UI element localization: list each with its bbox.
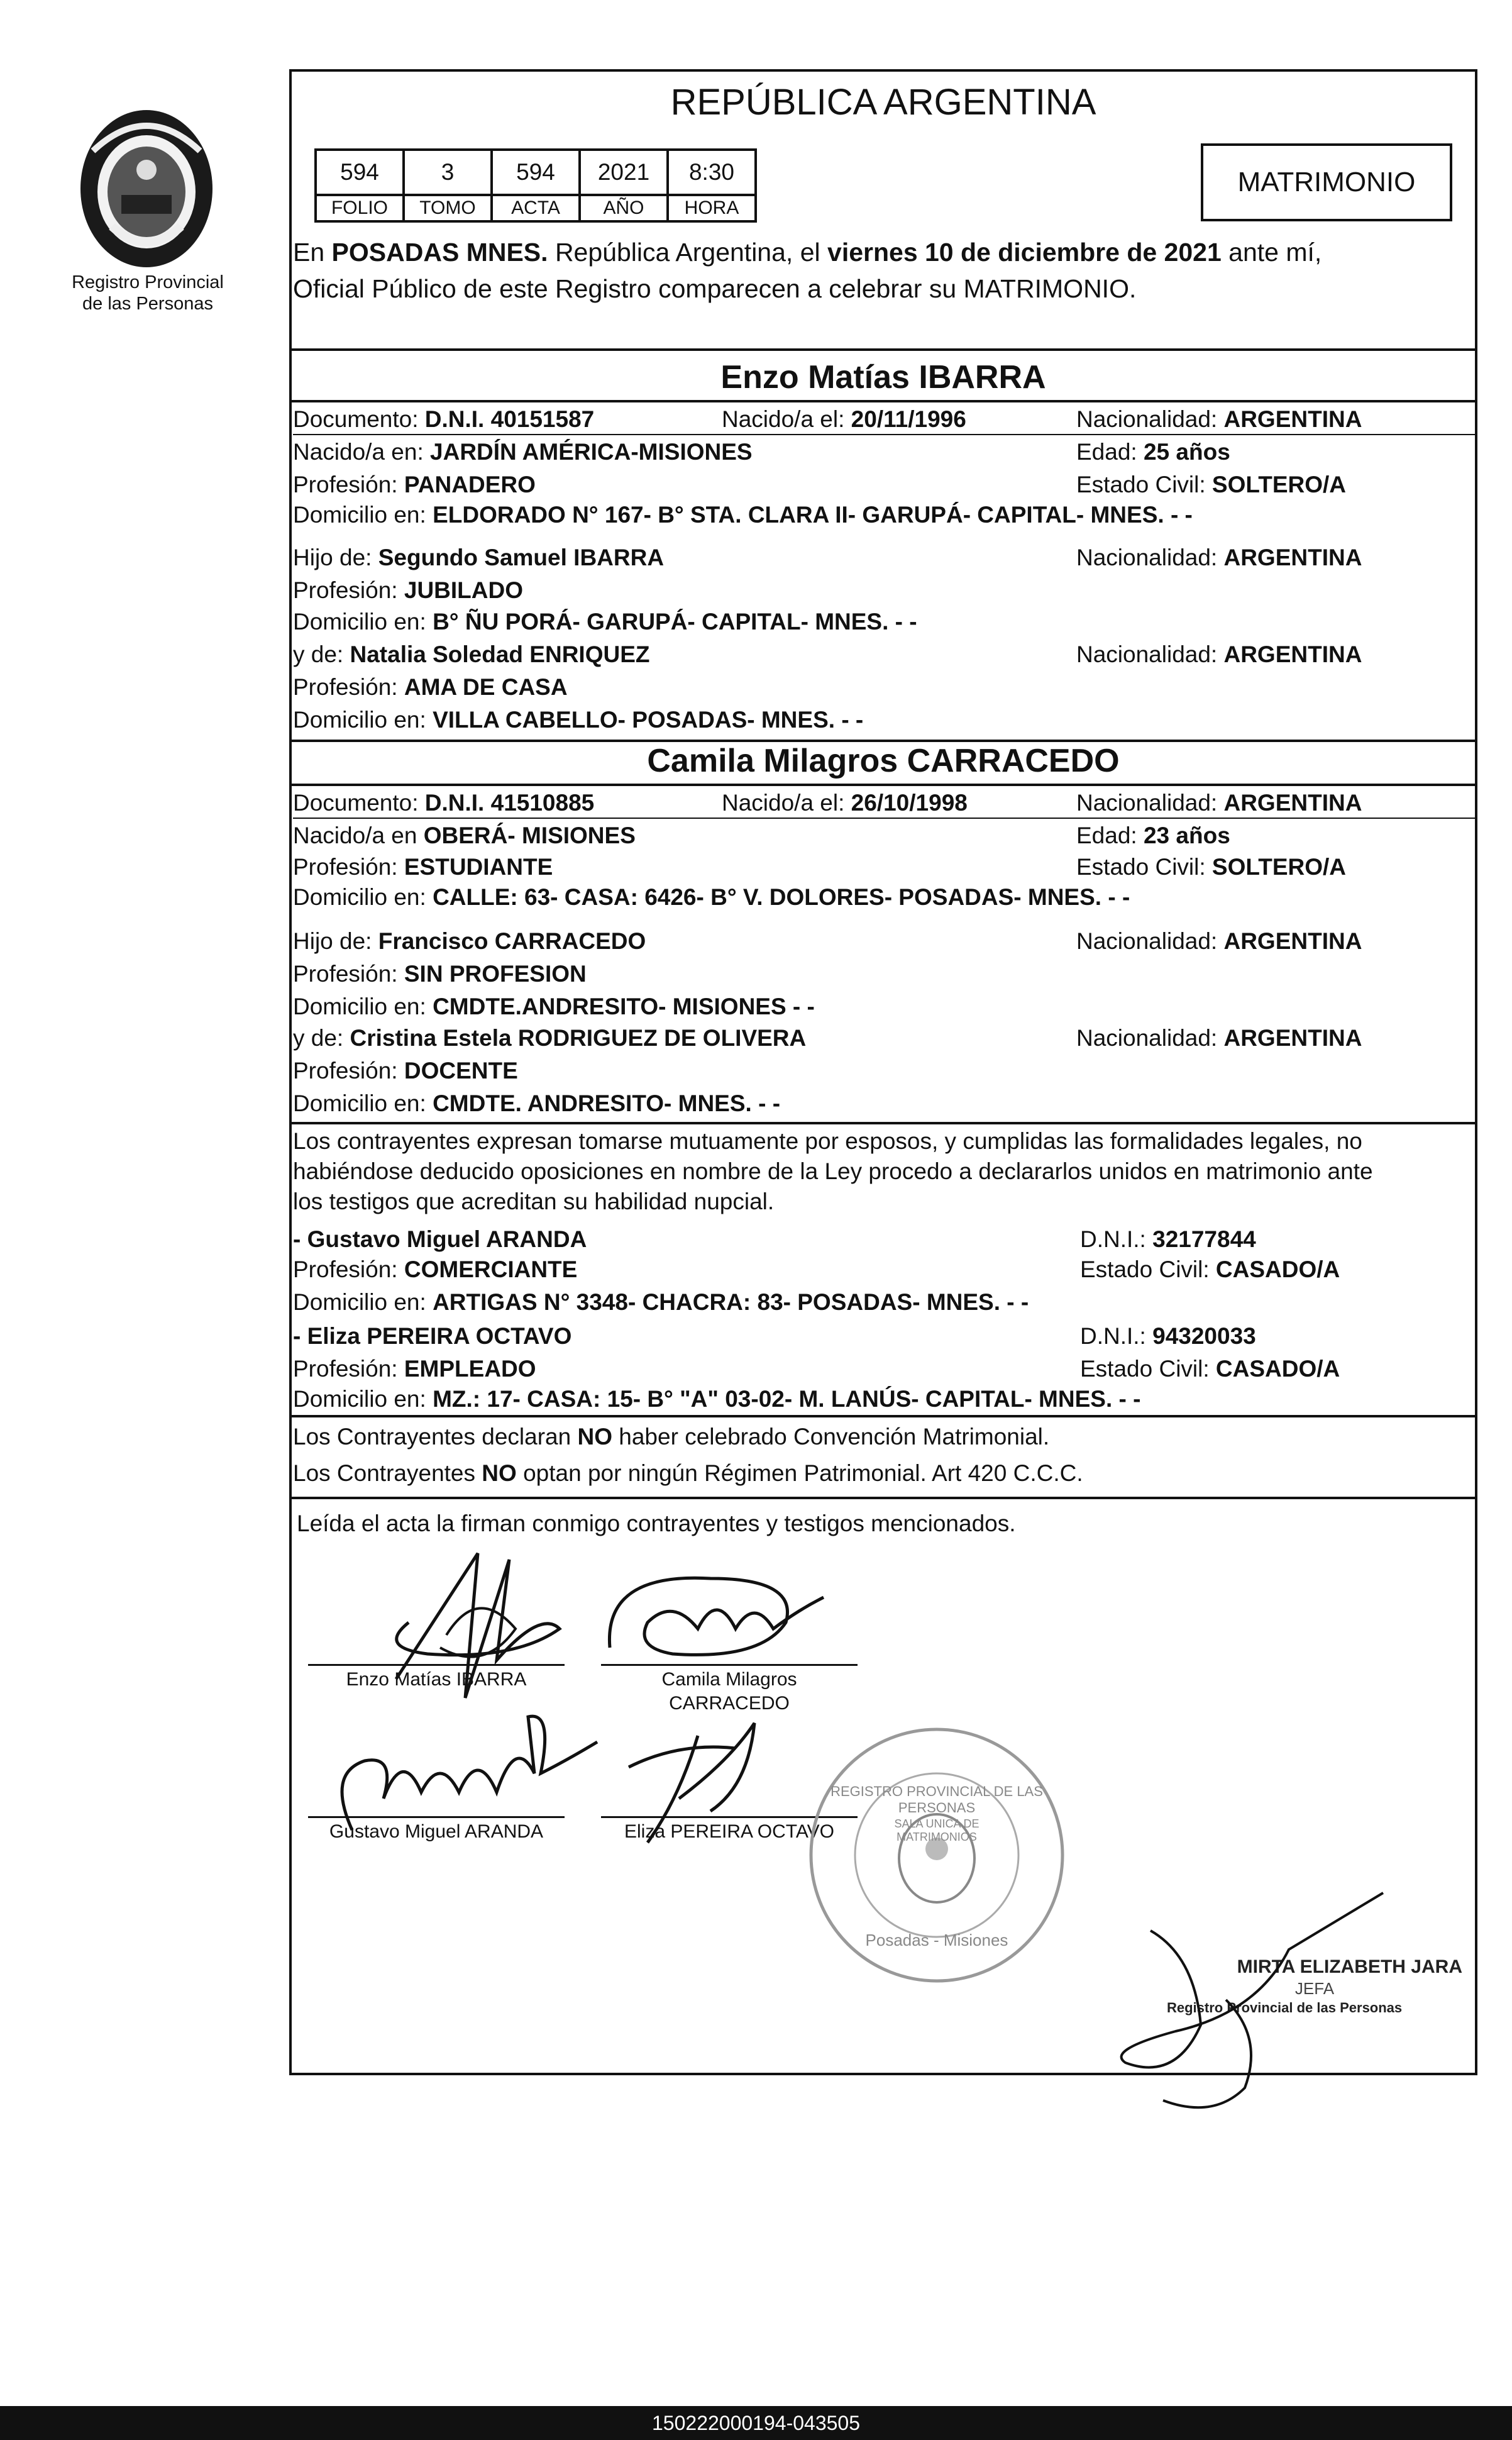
spouse1-mother-profession: Profesión: AMA DE CASA	[293, 674, 568, 700]
signature-caption-spouse1: Enzo Matías IBARRA	[346, 1669, 527, 1690]
handwritten-signature-3	[314, 1698, 604, 1843]
signature-caption-spouse2: Camila Milagros CARRACEDO	[661, 1669, 797, 1714]
spouse1-mother: y de: Natalia Soledad ENRIQUEZ	[293, 641, 650, 667]
spouse1-doc-line: Documento: D.N.I. 40151587	[293, 405, 1475, 435]
spouse2-mother-profession: Profesión: DOCENTE	[293, 1058, 518, 1084]
signature-caption-witness2: Eliza PEREIRA OCTAVO	[624, 1821, 834, 1842]
official-name: MIRTA ELIZABETH JARA	[1237, 1956, 1462, 1977]
spouse1-name: Enzo Matías IBARRA	[720, 359, 1046, 396]
acta-label: ACTA	[492, 195, 580, 221]
time-value: 8:30	[668, 150, 756, 195]
document-barcode-number: 150222000194-043505	[0, 2406, 1512, 2440]
witness2-civil-status: Estado Civil: CASADO/A	[1080, 1356, 1340, 1382]
spouse1-birthplace: Nacido/a en: JARDÍN AMÉRICA-MISIONES	[293, 439, 753, 465]
spouse2-name: Camila Milagros CARRACEDO	[647, 743, 1120, 779]
spouse2-birthplace: Nacido/a en OBERÁ- MISIONES	[293, 823, 636, 848]
intro-line-2: Oficial Público de este Registro comparecen a celebrar su MATRIMONIO.	[293, 274, 1137, 303]
witness1-dni: D.N.I.: 32177844	[1080, 1226, 1256, 1252]
spouse1-age: Edad: 25 años	[1076, 439, 1230, 465]
declaration-line-2: habiéndose deducido oposiciones en nombre de la Ley procedo a declararlos unidos en matrimonio ante	[293, 1158, 1373, 1184]
spouse1-nationality: Nacionalidad: ARGENTINA	[1076, 406, 1362, 432]
registry-seal	[805, 1723, 1069, 1987]
spouse2-mother-nationality: Nacionalidad: ARGENTINA	[1076, 1025, 1362, 1051]
divider	[289, 1122, 1477, 1124]
seal-inner-text: SALA UNICA DE MATRIMONIOS	[894, 1817, 979, 1843]
spouse2-address: Domicilio en: CALLE: 63- CASA: 6426- B° V. DOLORES- POSADAS- MNES. - -	[293, 884, 1130, 910]
divider	[289, 1415, 1477, 1417]
tomo-label: TOMO	[404, 195, 492, 221]
tomo-value: 3	[404, 150, 492, 195]
spouse2-father-profession: Profesión: SIN PROFESION	[293, 961, 587, 987]
spouse1-father-nationality: Nacionalidad: ARGENTINA	[1076, 545, 1362, 570]
divider	[289, 1497, 1477, 1499]
spouse1-address: Domicilio en: ELDORADO N° 167- B° STA. CLARA II- GARUPÁ- CAPITAL- MNES. - -	[293, 502, 1193, 528]
spouse1-father-address: Domicilio en: B° ÑU PORÁ- GARUPÁ- CAPITAL- MNES. - -	[293, 609, 917, 635]
spouse2-age: Edad: 23 años	[1076, 823, 1230, 848]
spouse2-mother: y de: Cristina Estela RODRIGUEZ DE OLIVERA	[293, 1025, 807, 1051]
reference-table	[314, 148, 757, 223]
page-title: REPÚBLICA ARGENTINA	[670, 82, 1096, 123]
handwritten-signature-4	[604, 1711, 792, 1849]
divider	[289, 784, 1477, 786]
spouse2-mother-address: Domicilio en: CMDTE. ANDRESITO- MNES. - -	[293, 1090, 781, 1116]
record-type-label: MATRIMONIO	[1237, 167, 1416, 197]
province-logo	[68, 101, 225, 277]
spouse2-father-address: Domicilio en: CMDTE.ANDRESITO- MISIONES - -	[293, 994, 815, 1019]
spouse1-civil-status: Estado Civil: SOLTERO/A	[1076, 472, 1347, 497]
spouse2-born: Nacido/a el: 26/10/1998	[722, 790, 968, 816]
declaration-line-1: Los contrayentes expresan tomarse mutuamente por esposos, y cumplidas las formalidades legales, no	[293, 1128, 1362, 1154]
spouse1-born: Nacido/a el: 20/11/1996	[722, 406, 966, 432]
witness2-profession: Profesión: EMPLEADO	[293, 1356, 536, 1382]
spouse2-nationality: Nacionalidad: ARGENTINA	[1076, 790, 1362, 816]
folio-label: FOLIO	[316, 195, 404, 221]
logo-caption-line1: Registro Provincial	[72, 272, 224, 292]
province-emblem-icon	[68, 101, 225, 277]
witness2-name: - Eliza PEREIRA OCTAVO	[293, 1323, 572, 1349]
witness1-civil-status: Estado Civil: CASADO/A	[1080, 1256, 1340, 1282]
spouse2-civil-status: Estado Civil: SOLTERO/A	[1076, 854, 1347, 880]
acta-value: 594	[492, 150, 580, 195]
witness2-dni: D.N.I.: 94320033	[1080, 1323, 1256, 1349]
logo-caption	[44, 272, 251, 314]
spouse1-father: Hijo de: Segundo Samuel IBARRA	[293, 545, 665, 570]
spouse2-doc-line: Documento: D.N.I. 41510885	[293, 789, 1475, 819]
official-signature	[1100, 1874, 1402, 2126]
spouse2-profession: Profesión: ESTUDIANTE	[293, 854, 553, 880]
handwritten-signature-1	[352, 1534, 578, 1711]
year-label: AÑO	[580, 195, 668, 221]
divider	[289, 348, 1477, 351]
patrimonial-clause: Los Contrayentes NO optan por ningún Régimen Patrimonial. Art 420 C.C.C.	[293, 1460, 1083, 1486]
witness1-profession: Profesión: COMERCIANTE	[293, 1256, 578, 1282]
spouse2-father: Hijo de: Francisco CARRACEDO	[293, 928, 646, 954]
intro-line-1: En POSADAS MNES. República Argentina, el viernes 10 de diciembre de 2021 ante mí,	[293, 238, 1322, 267]
folio-value: 594	[316, 150, 404, 195]
signature-caption-witness1: Gustavo Miguel ARANDA	[329, 1821, 544, 1842]
spouse1-mother-nationality: Nacionalidad: ARGENTINA	[1076, 641, 1362, 667]
witness2-address: Domicilio en: MZ.: 17- CASA: 15- B° "A" 03-02- M. LANÚS- CAPITAL- MNES. - -	[293, 1386, 1141, 1412]
handwritten-signature-2	[597, 1553, 849, 1679]
divider	[289, 400, 1477, 402]
spouse1-father-profession: Profesión: JUBILADO	[293, 577, 523, 603]
official-office: Registro Provincial de las Personas	[1167, 2000, 1403, 2016]
time-label: HORA	[668, 195, 756, 221]
record-type-box	[1201, 143, 1452, 221]
spouse1-profession: Profesión: PANADERO	[293, 472, 536, 497]
witness1-address: Domicilio en: ARTIGAS N° 3348- CHACRA: 83- POSADAS- MNES. - -	[293, 1289, 1029, 1315]
logo-caption-line2: de las Personas	[82, 294, 213, 314]
declaration-line-3: los testigos que acreditan su habilidad nupcial.	[293, 1189, 775, 1214]
seal-bottom-text: Posadas - Misiones	[865, 1931, 1008, 1949]
convention-clause: Los Contrayentes declaran NO haber celebrado Convención Matrimonial.	[293, 1424, 1050, 1450]
spouse2-father-nationality: Nacionalidad: ARGENTINA	[1076, 928, 1362, 954]
seal-outer-text: REGISTRO PROVINCIAL DE LAS PERSONAS	[830, 1783, 1043, 1816]
year-value: 2021	[580, 150, 668, 195]
spouse1-mother-address: Domicilio en: VILLA CABELLO- POSADAS- MNES. - -	[293, 707, 864, 733]
witness1-name: - Gustavo Miguel ARANDA	[293, 1226, 587, 1252]
signatures-intro: Leída el acta la firman conmigo contrayentes y testigos mencionados.	[297, 1511, 1016, 1536]
official-role: JEFA	[1294, 1979, 1335, 1998]
